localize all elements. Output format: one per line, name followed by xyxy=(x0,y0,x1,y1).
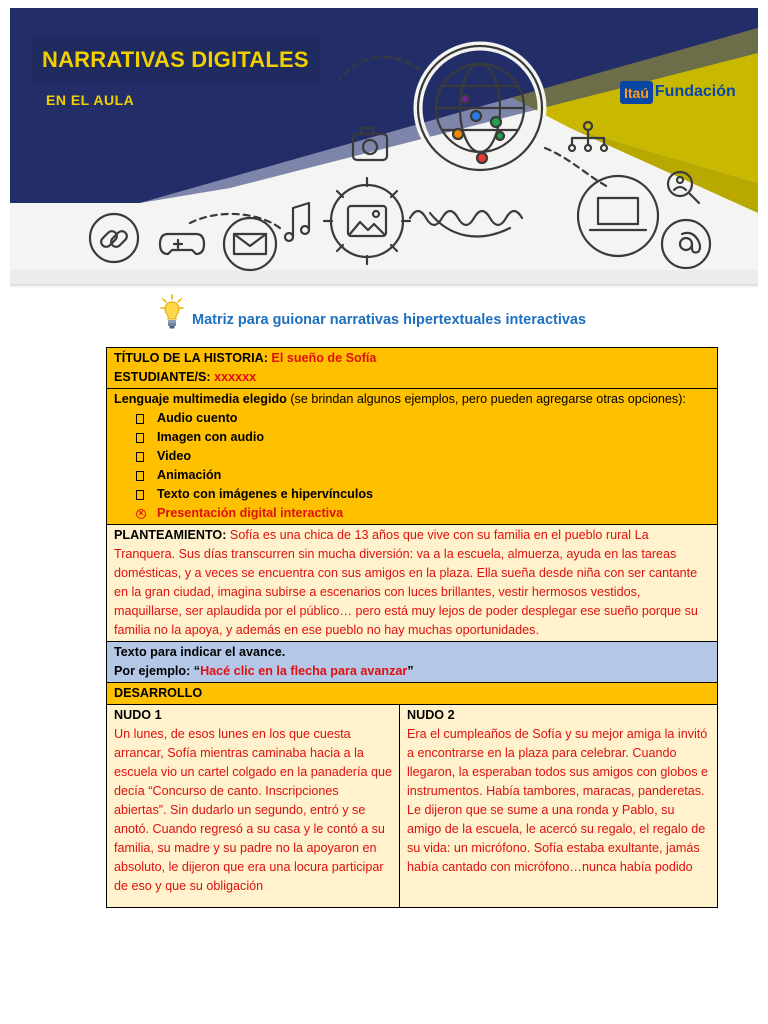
nudos-row xyxy=(107,705,717,907)
envelope-icon xyxy=(224,218,276,270)
logo-box: Itaú xyxy=(620,81,653,104)
option-label: Texto con imágenes e hipervínculos xyxy=(157,487,374,501)
avance-line1: Texto para indicar el avance. xyxy=(114,645,286,659)
desarrollo-label: DESARROLLO xyxy=(114,686,203,700)
avance-example[interactable]: Hacé clic en la flecha para avanzar xyxy=(200,664,408,678)
language-note: (se brindan algunos ejemplos, pero pueden agregarse otras opciones): xyxy=(290,392,686,406)
language-row xyxy=(107,389,717,525)
title-row xyxy=(107,348,717,389)
option-item[interactable] xyxy=(136,485,710,504)
banner-subtitle: EN EL AULA xyxy=(46,92,135,108)
student-value[interactable]: xxxxxx xyxy=(214,370,257,384)
option-label: Animación xyxy=(157,468,222,482)
option-label: Audio cuento xyxy=(157,411,238,425)
title-label: TÍTULO DE LA HISTORIA: xyxy=(114,351,268,365)
avance-prefix: Por ejemplo: “ xyxy=(114,664,201,678)
checkbox-icon[interactable] xyxy=(136,433,144,443)
avance-suffix: ” xyxy=(407,664,414,678)
banner-title-box xyxy=(32,38,320,82)
language-options xyxy=(114,409,710,523)
option-item-selected[interactable] xyxy=(136,504,710,523)
planteamiento-row xyxy=(107,525,717,642)
header-banner xyxy=(10,8,758,284)
lightbulb-icon xyxy=(160,294,184,332)
banner-title: NARRATIVAS DIGITALES xyxy=(42,47,309,72)
option-item[interactable] xyxy=(136,409,710,428)
nudo-1-cell xyxy=(107,705,399,907)
option-item[interactable] xyxy=(136,447,710,466)
heading-text: Matriz para guionar narrativas hipertextuales interactivas xyxy=(192,312,587,328)
option-label: Imagen con audio xyxy=(157,430,265,444)
link-icon xyxy=(90,214,138,262)
avance-row xyxy=(107,642,717,683)
title-value[interactable]: El sueño de Sofía xyxy=(271,351,377,365)
option-item[interactable] xyxy=(136,466,710,485)
nudo-2-cell xyxy=(399,705,717,907)
at-sign-icon xyxy=(662,220,710,268)
planteamiento-text[interactable]: Sofía es una chica de 13 años que vive con su familia en el pueblo rural La Tranquera. Sus días transcurren sin mucha diversión: va a la escuela, almuerza, ayuda en las tareas domésticas, y a veces se encuentra con sus amigos en la plaza. Ella sueña desde niña con ser cantante en la gran ciudad, imagina subirse a escenarios con luces brillantes, vestir hermosos vestidos, maquillarse, ser aplaudida por el público… pero está muy lejos de poder desplegar ese sueño porque su familia no la apoya, y además en ese pueblo no hay muchas oportunidades. xyxy=(114,528,698,637)
checkbox-icon[interactable] xyxy=(136,414,144,424)
logo-text: Fundación xyxy=(654,83,736,100)
planteamiento-label: PLANTEAMIENTO: xyxy=(114,528,227,542)
desarrollo-row xyxy=(107,683,717,705)
laptop-icon xyxy=(578,176,658,256)
checkbox-icon[interactable] xyxy=(136,490,144,500)
nudo-1-text[interactable]: Un lunes, de esos lunes en los que cuesta arrancar, Sofía mientras caminaba hacia a la escuela vio un cartel colgado en la panadería que decía “Concurso de canto. Inscripciones abiertas”. Sin dudarlo un segundo, entró y se anotó. Cuando regresó a su casa y le contó a su familia, su madre y su padre no la apoyaron en absoluto, le dijeron que era una locura participar de eso y que su obligación xyxy=(114,727,392,893)
checkbox-icon[interactable] xyxy=(136,452,144,462)
option-item[interactable] xyxy=(136,428,710,447)
gamepad-icon xyxy=(160,234,204,254)
nudo-2-label: NUDO 2 xyxy=(407,708,455,722)
option-label: Presentación digital interactiva xyxy=(157,506,344,520)
checkbox-icon[interactable] xyxy=(136,471,144,481)
script-matrix-table xyxy=(106,347,718,908)
globe-network-icon xyxy=(418,46,542,170)
student-label: ESTUDIANTE/S: xyxy=(114,370,211,384)
nudo-1-label: NUDO 1 xyxy=(114,708,162,722)
option-label: Video xyxy=(157,449,192,463)
banner-shadow xyxy=(10,284,758,288)
itau-logo xyxy=(620,78,736,106)
checked-x-icon[interactable]: × xyxy=(136,509,146,519)
language-label: Lenguaje multimedia elegido xyxy=(114,392,287,406)
nudo-2-text[interactable]: Era el cumpleaños de Sofía y su mejor amiga la invitó a encontrarse en la plaza para celebrar. Cuando llegaron, la esperaban todos sus amigos con globos e instrumentos. Había tambores, maracas, panderetas. Le dijeron que se sume a una ronda y Pablo, su amigo de la escuela, le acercó su regalo, el regalo de su vida: un micrófono. Sofía estaba exultante, jamás había cantado con micrófono…nunca había podido xyxy=(407,727,709,874)
picture-gear-icon xyxy=(324,178,410,264)
matrix-heading xyxy=(160,292,586,332)
music-note-icon xyxy=(285,203,309,241)
